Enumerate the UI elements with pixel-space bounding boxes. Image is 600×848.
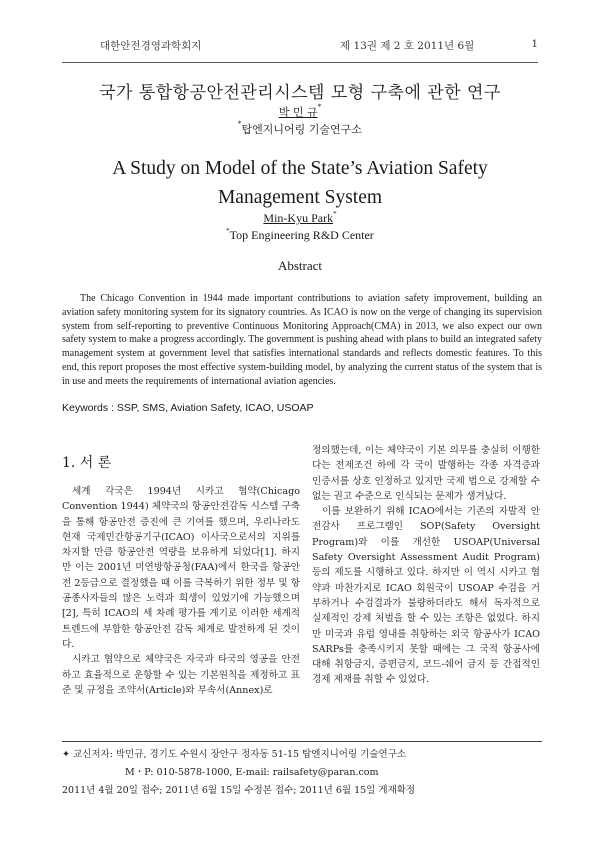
footnote-contact: M・P: 010-5878-1000, E-mail: railsafety@paran.com [125, 767, 379, 778]
author-korean-mark: * [317, 103, 322, 111]
author-english-name: Min-Kyu Park [263, 211, 334, 225]
footnote-corresponding-author: ✦ 교신저자: 박민규, 경기도 수원시 장안구 정자동 51-15 탑엔지니어링 기술연구소 [62, 749, 407, 760]
affiliation-english-text: Top Engineering R&D Center [229, 228, 374, 242]
affiliation-english-mark: * [226, 227, 230, 235]
affiliation-korean-text: 탑엔지니어링 기술연구소 [241, 123, 362, 136]
keywords: Keywords : SSP, SMS, Aviation Safety, ICAO, USOAP [62, 402, 314, 414]
title-korean: 국가 통합항공안전관리시스템 모형 구축에 관한 연구 [99, 83, 501, 103]
left-column [62, 484, 300, 698]
paragraph: 세계 각국은 1994년 시카고 협약(Chicago Convention 1944) 체약국의 항공안전감독 시스템 구축을 통해 항공안전 증진에 큰 기여를 했으며, 우리나라도 현재 국제민간항공기구(ICAO) 이사국으로서의 지위를 차지할 만큼 항공안전 역량을 보유하게 되었다[1]. 하지만 이는 2001년 미연방항공청(FAA)에서 한국을 항공안전 2등급으로 결정했을 때 이를 극복하기 위한 정부 및 항공종사자들의 많은 노력과 희생이 있었기에 가능했으며[2], 특히 ICAO의 세 차례 평가를 계기로 이러한 세계적 트렌드에 부합한 항공안전 감독 체계로 발전하게 된 것이다. [62, 486, 300, 650]
affiliation-korean [0, 121, 600, 137]
paragraph: 정의했는데, 이는 체약국이 기본 의무를 충실히 이행한다는 전제조건 하에 각 국이 발행하는 각종 자격증과 인증서를 상호 인정하고 있지만 국제 법으로 강제할 수 없는 권고 수준으로 인식되는 문제가 생겨났다. [312, 445, 540, 502]
header-rule [62, 62, 538, 63]
page-number: 1 [531, 38, 538, 50]
section-heading-introduction: 1. 서 론 [62, 455, 112, 471]
affiliation-english [0, 228, 600, 243]
paragraph: 이를 보완하기 위해 ICAO에서는 기존의 자발적 안전감사 프로그램인 SOP(Safety Oversight Program)와 이를 개선한 USOAP(Universal Safety Oversight Assessment Audit Program) 등의 제도를 시행하고 있다. 하지만 이 역시 시카고 협약과 마찬가지로 ICAO 회원국이 USOAP 수검을 거부하거나 수검결과가 불량하더라도 해서 독자적으로 실제적인 강제 처벌을 할 수 있는 조항은 없었다. 하지만 미국과 유럽 영내를 취항하는 외국 항공사가 ICAO SARPs를 충족시키지 못할 때에는 그 국적 항공사에 대해 취항금지, 증편금지, 코드-쉐어 금지 등 간접적인 경제 제재를 취할 수 있었다. [312, 506, 540, 686]
author-korean [0, 104, 600, 120]
title-english: A Study on Model of the State’s Aviation Safety Management System [112, 158, 488, 208]
journal-name: 대한안전경영과학회지 [100, 40, 202, 52]
footnote-rule [62, 741, 542, 742]
issue-info: 제 13권 제 2 호 2011년 6월 [340, 40, 475, 52]
paragraph: 시카고 협약으로 체약국은 자국과 타국의 영공을 안전하고 효율적으로 운항할 수 있는 기본원칙을 제정하고 표준 및 규정을 조약서(Article)와 부속서(Annex)로 [62, 654, 300, 696]
footnote-dates: 2011년 4월 20일 접수; 2011년 6월 15일 수정본 접수; 2011년 6월 15일 게재확정 [62, 785, 416, 796]
running-header [100, 38, 538, 54]
author-english-mark: * [333, 210, 337, 218]
abstract-heading: Abstract [277, 258, 323, 273]
author-korean-name: 박 민 규 [278, 106, 318, 119]
author-english [0, 211, 600, 226]
right-column [312, 443, 540, 688]
affiliation-korean-mark: * [238, 120, 242, 128]
abstract-body: The Chicago Convention in 1944 made important contributions to aviation safety improvement, building an aviation safety monitoring system for its signatory countries. As ICAO is now on the verge of changing its supervision system from self-reporting to preventive Continuous Monitoring Approach(CMA) in 2013, we also expect our own safety system to make a progress accordingly. The government is pushing ahead with plans to build an integrated safety management system at government level that satisfies international standards and reflects domestic features. To this end, this report proposes the most effective system-building model, by analyzing the current status of the system that is in use and meets the requirements of international aviation agencies. [62, 293, 542, 387]
